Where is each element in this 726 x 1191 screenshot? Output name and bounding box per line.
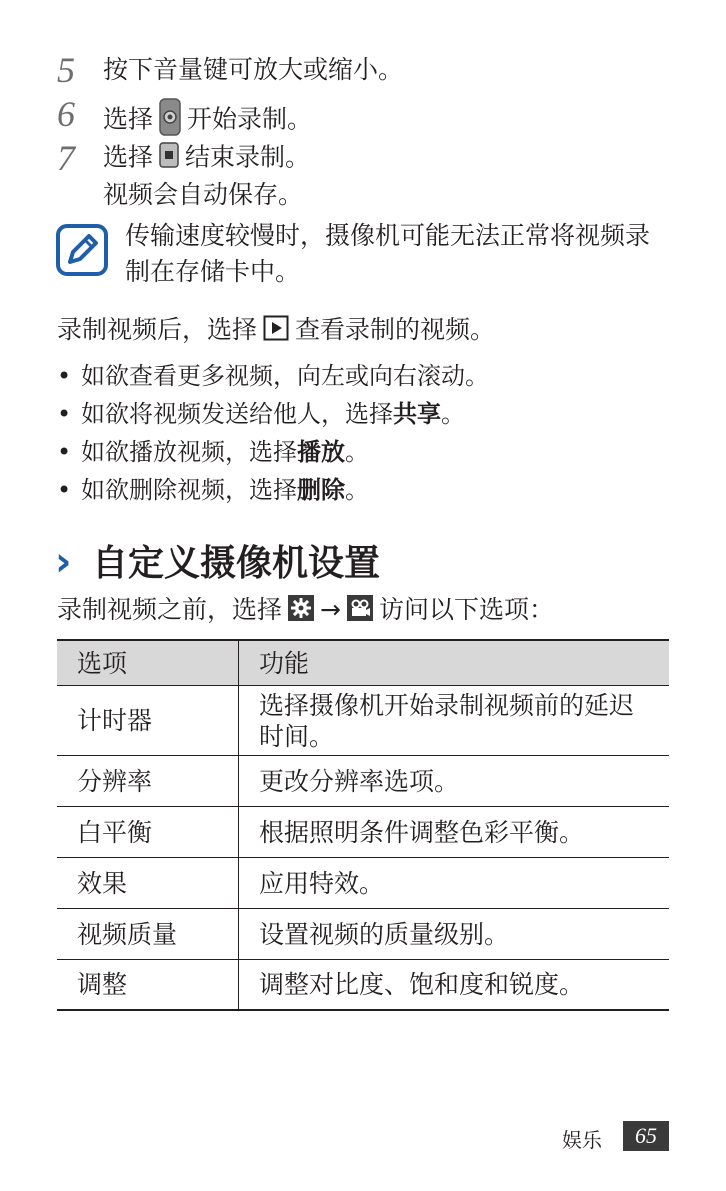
footer-section-label: 娱乐 (562, 1128, 602, 1152)
after-record-pre: 录制视频后，选择 (57, 315, 258, 344)
stop-button-icon (159, 142, 179, 175)
intro-pre: 录制视频之前，选择 (57, 595, 283, 624)
bullet-bold: 删除 (297, 476, 345, 504)
after-record-post: 查看录制的视频。 (295, 315, 496, 344)
option-function: 选择摄像机开始录制视频前的延迟时间。 (239, 686, 670, 756)
table-row (57, 756, 669, 807)
step-7-extra: 视频会自动保存。 (103, 180, 304, 209)
option-function: 应用特效。 (239, 858, 670, 909)
table-row (57, 909, 669, 960)
bullet-item (57, 356, 489, 391)
options-table (57, 639, 669, 1011)
note-text: 传输速度较慢时，摄像机可能无法正常将视频录制在存储卡中。 (125, 221, 651, 286)
settings-icon (288, 595, 314, 627)
section-title: 自定义摄像机设置 (92, 543, 381, 584)
option-name: 分辨率 (57, 756, 239, 807)
intro-arrow: → (320, 595, 341, 624)
bullet-dot: • (57, 400, 72, 428)
bullet-text: 如欲播放视频，选择 (81, 438, 297, 466)
note-pencil-icon (56, 224, 108, 280)
table-row (57, 686, 669, 756)
step-number-7: 7 (57, 138, 75, 178)
bullet-item (57, 394, 465, 429)
option-function: 调整对比度、饱和度和锐度。 (239, 960, 670, 1010)
camcorder-icon (347, 595, 373, 627)
option-function: 更改分辨率选项。 (239, 756, 670, 807)
table-row (57, 807, 669, 858)
step-7 (103, 142, 310, 175)
table-row (57, 858, 669, 909)
bullet-item (57, 470, 369, 505)
step-6-pre: 选择 (103, 104, 154, 134)
bullet-text: 如欲查看更多视频，向左或向右滚动。 (81, 362, 489, 390)
bullet-bold: 共享 (393, 400, 441, 428)
step-5-text: 按下音量键可放大或缩小。 (103, 55, 404, 84)
option-name: 白平衡 (57, 807, 239, 858)
bullet-item (57, 432, 369, 467)
bullet-dot: • (57, 362, 72, 390)
step-number-6: 6 (57, 94, 75, 134)
bullet-text: 如欲将视频发送给他人，选择 (81, 400, 393, 428)
table-row (57, 960, 669, 1010)
step-number-5: 5 (57, 50, 75, 90)
section-heading (55, 535, 380, 586)
bullet-text: 如欲删除视频，选择 (81, 476, 297, 504)
option-name: 计时器 (57, 686, 239, 756)
bullet-bold: 播放 (297, 438, 345, 466)
option-name: 调整 (57, 960, 239, 1010)
bullet-dot: • (57, 438, 72, 466)
intro-post: 访问以下选项： (378, 595, 554, 624)
play-icon (263, 315, 289, 347)
page-number: 65 (623, 1121, 669, 1151)
option-function: 根据照明条件调整色彩平衡。 (239, 807, 670, 858)
intro-paragraph (57, 590, 554, 627)
step-7-pre: 选择 (103, 142, 154, 172)
option-function: 设置视频的质量级别。 (239, 909, 670, 960)
after-record-paragraph (57, 310, 495, 347)
header-function: 功能 (239, 640, 670, 686)
bullet-end: 。 (345, 476, 369, 504)
bullet-dot: • (57, 476, 72, 504)
bullet-end: 。 (345, 438, 369, 466)
step-7-post: 结束录制。 (185, 142, 311, 172)
record-button-icon (159, 98, 181, 143)
step-6 (103, 98, 312, 143)
option-name: 效果 (57, 858, 239, 909)
chevron-right-icon: › (55, 539, 72, 585)
option-name: 视频质量 (57, 909, 239, 960)
bullet-end: 。 (441, 400, 465, 428)
table-header-row (57, 640, 669, 686)
header-option: 选项 (57, 640, 239, 686)
step-6-post: 开始录制。 (187, 104, 313, 134)
